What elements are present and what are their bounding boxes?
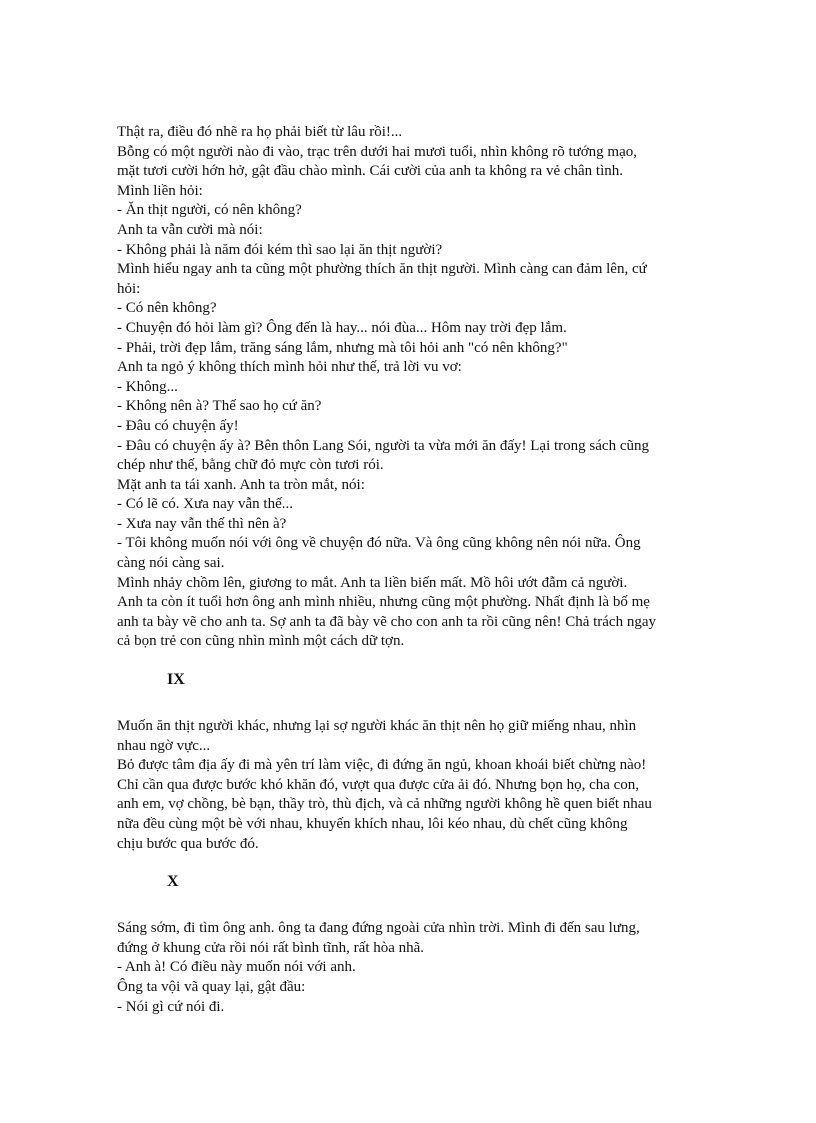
text-line: - Có nên không? xyxy=(117,300,217,317)
text-line: Mình hiểu ngay anh ta cũng một phường thích ăn thịt người. Mình càng can đảm lên, cứ xyxy=(117,261,647,278)
section-x xyxy=(117,919,702,1017)
text-line: mặt tươi cười hớn hở, gật đầu chào mình. Cái cười của anh ta không ra vẻ chân tình. xyxy=(117,163,624,180)
text-line: - Nói gì cứ nói đi. xyxy=(117,998,225,1015)
text-line: - Tôi không muốn nói với ông về chuyện đó nữa. Và ông cũng không nên nói nữa. Ông xyxy=(117,535,641,552)
chapter-heading-ix: IX xyxy=(167,671,185,689)
chapter-heading-x: X xyxy=(167,873,179,891)
text-line: - Anh à! Có điều này muốn nói với anh. xyxy=(117,959,356,976)
text-line: Bỏ được tâm địa ấy đi mà yên trí làm việc, đi đứng ăn ngủ, khoan khoái biết chừng nào! xyxy=(117,757,647,774)
text-line: - Đâu có chuyện ấy à? Bên thôn Lang Sói, người ta vừa mới ăn đấy! Lại trong sách cũng xyxy=(117,437,649,454)
text-line: - Ăn thịt người, có nên không? xyxy=(117,202,302,219)
text-line: hỏi: xyxy=(117,280,141,297)
document-page xyxy=(117,123,702,1017)
text-line: anh em, vợ chồng, bè bạn, thầy trò, thù địch, và cả những người không hề quen biết nhau xyxy=(117,796,652,813)
text-line: Sáng sớm, đi tìm ông anh. ông ta đang đứng ngoài cửa nhìn trời. Mình đi đến sau lưng, xyxy=(117,920,640,937)
text-line: Bỗng có một người nào đi vào, trạc trên dưới hai mươi tuổi, nhìn không rõ tướng mạo, xyxy=(117,143,638,160)
text-line: - Không phải là năm đói kém thì sao lại ăn thịt người? xyxy=(117,241,443,258)
text-line: - Đâu có chuyện ấy! xyxy=(117,417,239,434)
text-line: cả bọn trẻ con cũng nhìn mình một cách dữ tợn. xyxy=(117,633,405,650)
text-line: Mình nhảy chồm lên, giương to mắt. Anh ta liền biến mất. Mồ hôi ướt đẫm cả người. xyxy=(117,574,628,591)
text-line: - Không... xyxy=(117,378,178,395)
text-line: Anh ta ngỏ ý không thích mình hỏi như thế, trả lời vu vơ: xyxy=(117,359,462,376)
text-line: anh ta bày vẽ cho anh ta. Sợ anh ta đã bày vẽ cho con anh ta rồi cũng nên! Chả trách ngay xyxy=(117,613,656,630)
section-ix xyxy=(117,717,702,854)
text-line: Mặt anh ta tái xanh. Anh ta tròn mắt, nói: xyxy=(117,476,365,493)
text-line: Anh ta vẫn cười mà nói: xyxy=(117,221,263,238)
text-line: - Có lẽ có. Xưa nay vẫn thế... xyxy=(117,496,293,513)
text-line: - Xưa nay vẫn thế thì nên à? xyxy=(117,515,287,532)
text-line: đứng ở khung cửa rồi nói rất bình tĩnh, rất hòa nhã. xyxy=(117,939,425,956)
text-line: - Chuyện đó hỏi làm gì? Ông đến là hay... nói đùa... Hôm nay trời đẹp lắm. xyxy=(117,319,567,336)
text-line: Mình liền hỏi: xyxy=(117,182,203,199)
text-line: Thật ra, điều đó nhẽ ra họ phải biết từ lâu rồi!... xyxy=(117,124,403,140)
text-line: Muốn ăn thịt người khác, nhưng lại sợ người khác ăn thịt nên họ giữ miếng nhau, nhìn xyxy=(117,718,637,735)
section-intro xyxy=(117,123,702,652)
text-line: chép như thế, bằng chữ đỏ mực còn tươi rói. xyxy=(117,457,384,474)
text-line: Anh ta còn ít tuổi hơn ông anh mình nhiều, nhưng cũng một phường. Nhất định là bố mẹ xyxy=(117,594,650,611)
text-line: nhau ngờ vực... xyxy=(117,737,211,754)
text-line: Ông ta vội vã quay lại, gật đầu: xyxy=(117,978,306,995)
text-line: càng nói càng sai. xyxy=(117,555,225,572)
text-line: chịu bước qua bước đó. xyxy=(117,835,259,852)
text-line: nữa đều cùng một bè với nhau, khuyến khích nhau, lôi kéo nhau, dù chết cũng không xyxy=(117,816,628,832)
text-line: - Phải, trời đẹp lắm, trăng sáng lắm, nhưng mà tôi hỏi anh "có nên không?" xyxy=(117,339,568,356)
text-line: - Không nên à? Thế sao họ cứ ăn? xyxy=(117,398,322,415)
text-line: Chỉ cần qua được bước khó khăn đó, vượt qua được cửa ải đó. Nhưng bọn họ, cha con, xyxy=(117,776,640,793)
